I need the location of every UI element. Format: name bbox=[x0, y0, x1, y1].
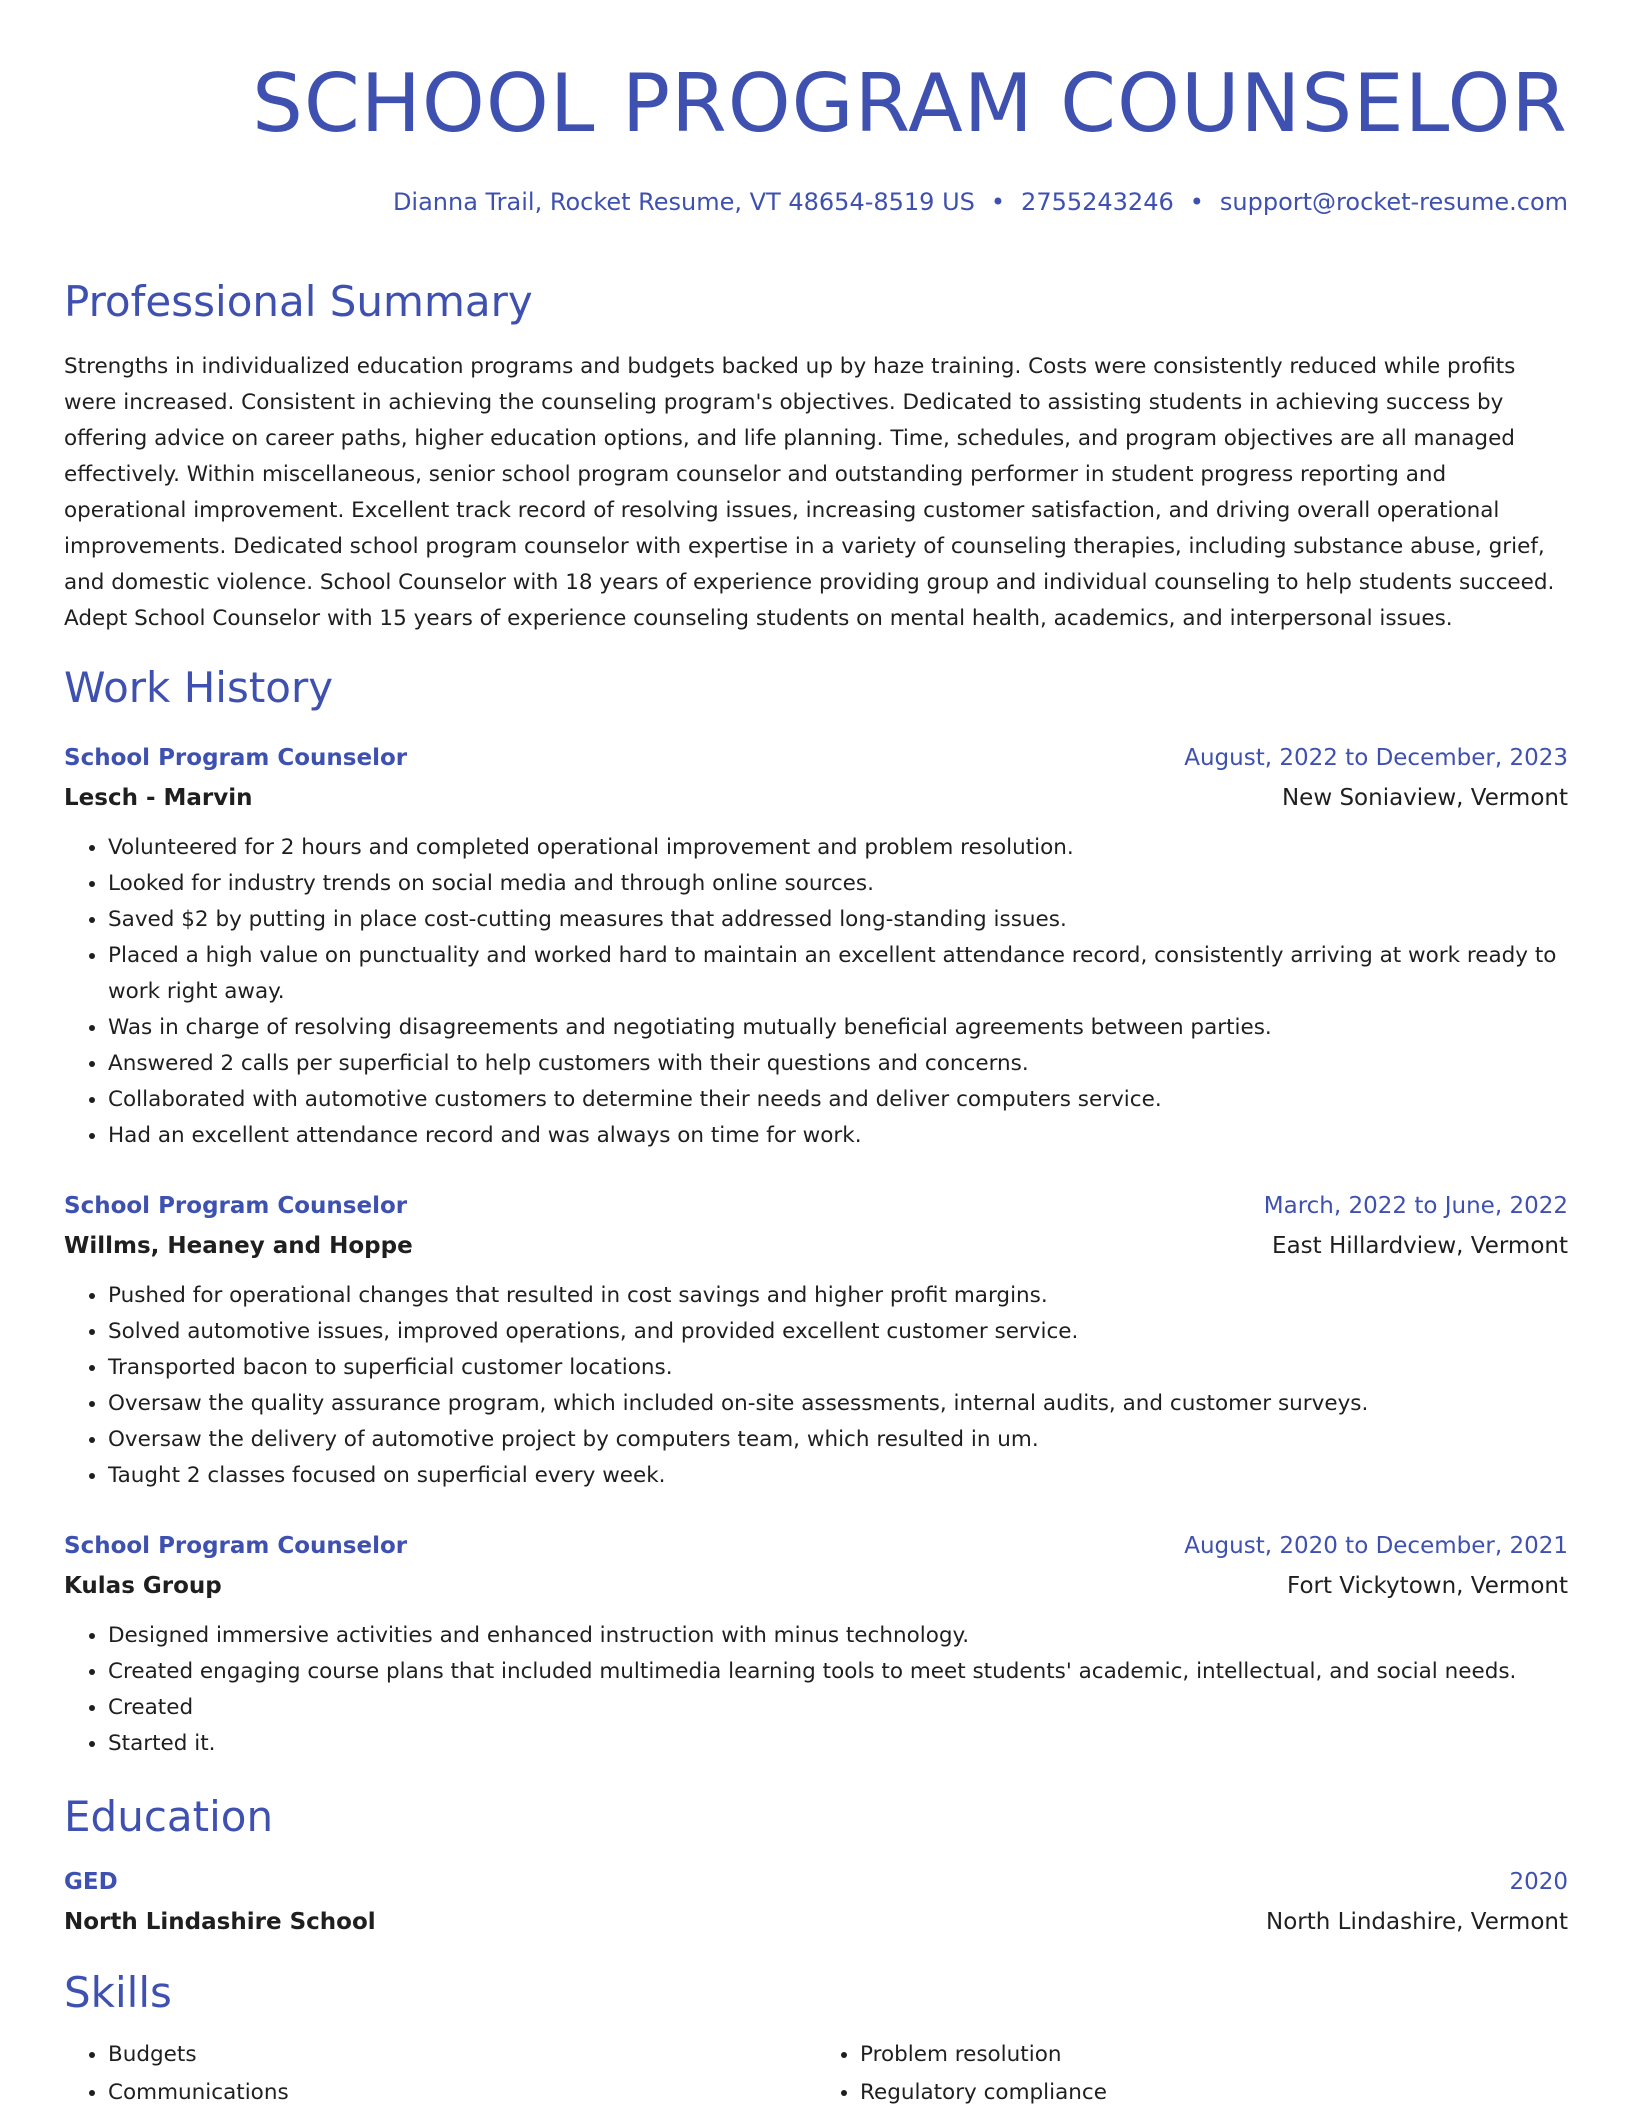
job-bullet: • Oversaw the delivery of automotive project by computers team, which resulted in um. bbox=[108, 1422, 1568, 1458]
skills-column-left bbox=[64, 2036, 816, 2112]
work-history-heading: Work History bbox=[64, 663, 334, 713]
education-location: North Lindashire, Vermont bbox=[1265, 1908, 1568, 1935]
job-bullet: • Collaborated with automotive customers to determine their needs and deliver computers service. bbox=[108, 1082, 1568, 1118]
job-bullet: • Placed a high value on punctuality and worked hard to maintain an excellent attendance record, consistently arriving at work ready to work right away. bbox=[108, 938, 1568, 1010]
resume-title: SCHOOL PROGRAM COUNSELOR bbox=[252, 57, 1568, 150]
job-bullet: • Was in charge of resolving disagreements and negotiating mutually beneficial agreements between parties. bbox=[108, 1010, 1568, 1046]
job-bullet: • Had an excellent attendance record and was always on time for work. bbox=[108, 1118, 1568, 1154]
job-bullet: • Saved $2 by putting in place cost-cutting measures that addressed long-standing issues. bbox=[108, 902, 1568, 938]
job-bullet: • Oversaw the quality assurance program, which included on-site assessments, internal audits, and customer surveys. bbox=[108, 1386, 1568, 1422]
summary-text: Strengths in individualized education programs and budgets backed up by haze training. Costs were consistently reduced while profits were increased. Consistent in achieving the counseling program's objectives. Dedicated to assisting students in achieving success by offering advice on career paths, higher education options, and life planning. Time, schedules, and program objectives are all managed effectively. Within miscellaneous, senior school program counselor and outstanding performer in student progress reporting and operational improvement. Excellent track record of resolving issues, increasing customer satisfaction, and driving overall operational improvements. Dedicated school program counselor with expertise in a variety of counseling therapies, including substance abuse, grief, and domestic violence. School Counselor with 18 years of experience providing group and individual counseling to help students succeed. Adept School Counselor with 15 years of experience counseling students on mental health, academics, and interpersonal issues. bbox=[64, 354, 1555, 632]
contact-email: support@rocket-resume.com bbox=[1219, 188, 1568, 216]
job-location: Fort Vickytown, Vermont bbox=[1287, 1572, 1568, 1599]
contact-address: Dianna Trail, Rocket Resume, VT 48654-8519 US bbox=[392, 188, 975, 216]
contact-separator: • bbox=[990, 188, 1006, 216]
job-bullet: • Created engaging course plans that included multimedia learning tools to meet students' academic, intellectual, and social needs. bbox=[108, 1654, 1568, 1690]
job-bullet: • Looked for industry trends on social media and through online sources. bbox=[108, 866, 1568, 902]
job-entry bbox=[64, 1190, 1568, 1494]
job-bullet: • Pushed for operational changes that resulted in cost savings and higher profit margins. bbox=[108, 1278, 1568, 1314]
job-bullet: • Transported bacon to superficial customer locations. bbox=[108, 1350, 1568, 1386]
job-bullets bbox=[64, 830, 1568, 1154]
job-company: Willms, Heaney and Hoppe bbox=[64, 1232, 413, 1259]
job-bullet: • Answered 2 calls per superficial to help customers with their questions and concerns. bbox=[108, 1046, 1568, 1082]
skill-item: • Problem resolution bbox=[860, 2036, 1568, 2074]
education-heading: Education bbox=[64, 1791, 274, 1841]
skills-list bbox=[64, 2036, 1568, 2112]
job-dates: August, 2020 to December, 2021 bbox=[1184, 1532, 1568, 1559]
contact-phone: 2755243246 bbox=[1021, 188, 1174, 216]
job-bullet: • Solved automotive issues, improved operations, and provided excellent customer service. bbox=[108, 1314, 1568, 1350]
skills-column-right bbox=[816, 2036, 1568, 2112]
job-dates: March, 2022 to June, 2022 bbox=[1263, 1192, 1568, 1219]
job-bullet: • Designed immersive activities and enhanced instruction with minus technology. bbox=[108, 1618, 1568, 1654]
job-location: East Hillardview, Vermont bbox=[1272, 1232, 1568, 1259]
education-school: North Lindashire School bbox=[64, 1908, 376, 1935]
job-title: School Program Counselor bbox=[64, 1532, 408, 1559]
job-title: School Program Counselor bbox=[64, 744, 408, 771]
job-bullet: • Volunteered for 2 hours and completed operational improvement and problem resolution. bbox=[108, 830, 1568, 866]
job-company: Lesch - Marvin bbox=[64, 784, 253, 811]
job-title: School Program Counselor bbox=[64, 1192, 408, 1219]
job-bullets bbox=[64, 1618, 1568, 1762]
skill-item: • Budgets bbox=[108, 2036, 816, 2074]
job-bullet: • Started it. bbox=[108, 1726, 1568, 1762]
job-entry bbox=[64, 742, 1568, 1154]
job-bullet: • Created bbox=[108, 1690, 1568, 1726]
job-company: Kulas Group bbox=[64, 1572, 222, 1599]
education-year: 2020 bbox=[1509, 1868, 1568, 1895]
contact-separator: • bbox=[1189, 188, 1204, 216]
job-bullet: • Taught 2 classes focused on superficial every week. bbox=[108, 1458, 1568, 1494]
job-location: New Soniaview, Vermont bbox=[1281, 784, 1568, 811]
skill-item: • Regulatory compliance bbox=[860, 2074, 1568, 2112]
education-entry bbox=[64, 1866, 1568, 1938]
job-dates: August, 2022 to December, 2023 bbox=[1184, 744, 1568, 771]
contact-line bbox=[64, 188, 1568, 217]
summary-heading: Professional Summary bbox=[64, 276, 533, 326]
job-entry bbox=[64, 1530, 1568, 1762]
education-degree: GED bbox=[64, 1868, 118, 1895]
skills-heading: Skills bbox=[64, 1967, 172, 2017]
job-bullets bbox=[64, 1278, 1568, 1494]
skill-item: • Communications bbox=[108, 2074, 816, 2112]
